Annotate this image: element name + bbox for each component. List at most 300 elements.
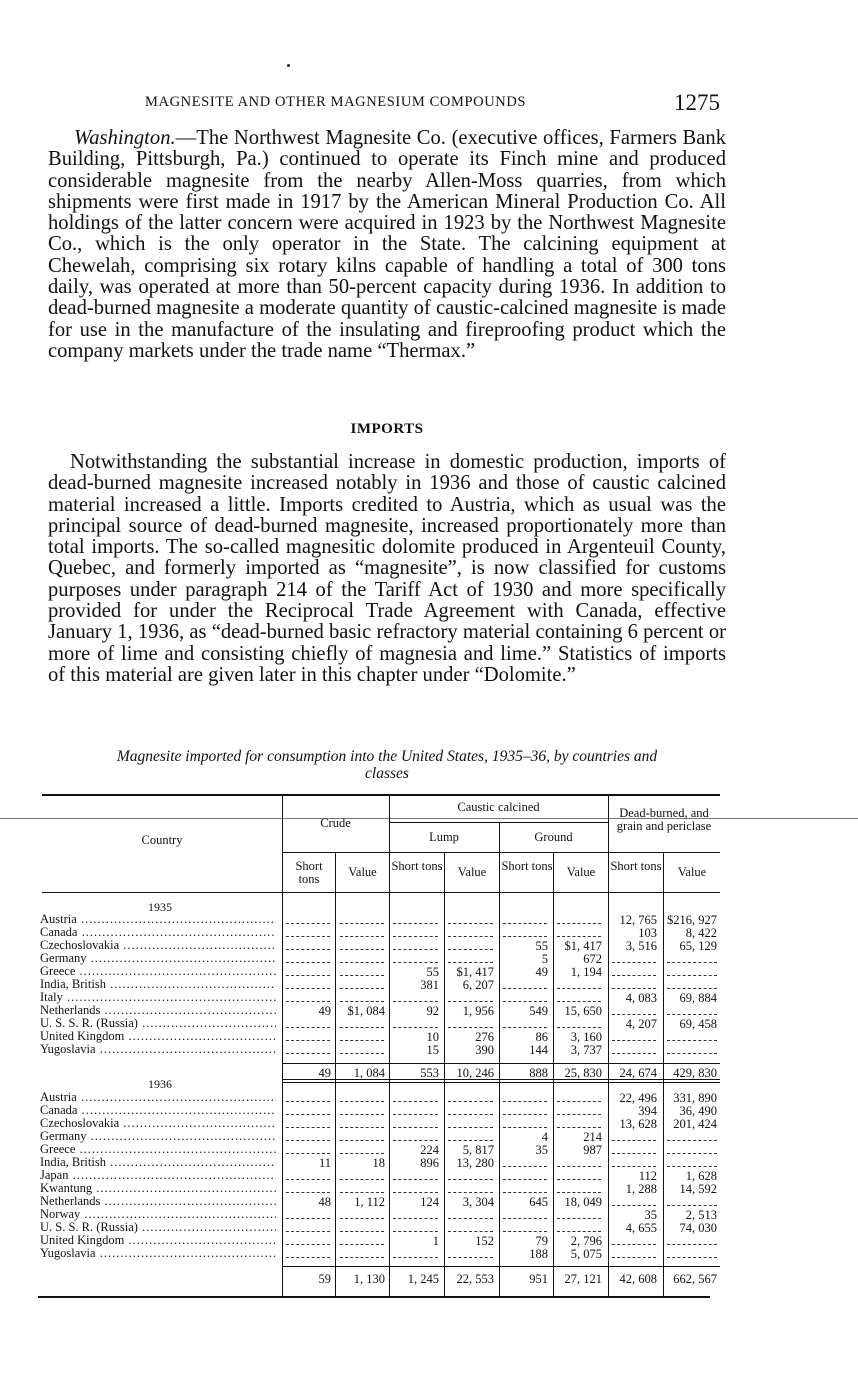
table-cell: 3, 737: [570, 1043, 602, 1057]
table-cell: 987: [583, 1143, 602, 1157]
country-name: Canada .....: [40, 1104, 276, 1117]
table-cell: 49: [535, 965, 548, 979]
empty-cell-leader: [286, 988, 330, 989]
empty-cell-leader: [286, 949, 330, 950]
country-name: Kwantung .....: [40, 1182, 276, 1195]
empty-cell-leader: [340, 1101, 384, 1102]
empty-cell-leader: [448, 949, 493, 950]
empty-cell-leader: [393, 1127, 438, 1128]
empty-cell-leader: [340, 1140, 384, 1141]
col-divider: [608, 796, 609, 1296]
table-cell: 13, 628: [619, 1117, 657, 1131]
washington-lead: Washington.: [74, 127, 176, 149]
table-cell: $216, 927: [667, 913, 717, 927]
empty-cell-leader: [448, 936, 493, 937]
table-cell: 1, 288: [625, 1182, 657, 1196]
empty-cell-leader: [503, 923, 547, 924]
table-cell: 672: [583, 952, 602, 966]
table-cell: 896: [420, 1156, 439, 1170]
table-cell: 10: [426, 1030, 439, 1044]
table-cell: 1, 112: [354, 1195, 385, 1209]
empty-cell-leader: [393, 1027, 438, 1028]
country-name: Germany .....: [40, 1130, 276, 1143]
table-row: [40, 939, 280, 952]
country-name: Netherlands .....: [40, 1195, 276, 1208]
empty-cell-leader: [557, 1001, 601, 1002]
country-name: Canada .....: [40, 926, 276, 939]
subheader-rule: [282, 852, 720, 853]
empty-cell-leader: [503, 1027, 547, 1028]
empty-cell-leader: [340, 1244, 384, 1245]
empty-cell-leader: [286, 1001, 330, 1002]
empty-cell-leader: [340, 1001, 384, 1002]
table-cell: 14, 592: [679, 1182, 717, 1196]
empty-cell-leader: [286, 975, 330, 976]
empty-cell-leader: [448, 1257, 493, 1258]
table-cell: 112: [638, 1169, 657, 1183]
table-cell: 224: [420, 1143, 439, 1157]
total-cell: 888: [529, 1066, 548, 1080]
empty-cell-leader: [557, 1101, 601, 1102]
empty-cell-leader: [286, 962, 330, 963]
empty-cell-leader: [557, 936, 601, 937]
country-name: Czechoslovakia .....: [40, 1117, 276, 1130]
table-cell: 15: [426, 1043, 439, 1057]
table-cell: 1, 956: [462, 1004, 494, 1018]
empty-cell-leader: [503, 936, 547, 937]
table-cell: 49: [318, 1004, 331, 1018]
col-divider: [499, 822, 500, 1296]
empty-cell-leader: [557, 1114, 601, 1115]
table-cell: 152: [475, 1234, 494, 1248]
empty-cell-leader: [667, 1153, 717, 1154]
country-name: Greece .....: [40, 1143, 276, 1156]
empty-cell-leader: [557, 1027, 601, 1028]
header-crude: Crude: [320, 816, 351, 830]
table-row: [40, 1004, 280, 1017]
table-cell: 381: [420, 978, 439, 992]
empty-cell-leader: [393, 1001, 438, 1002]
header-bottom-rule: [42, 892, 720, 893]
table-cell: 144: [529, 1043, 548, 1057]
total-cell: 1, 245: [407, 1272, 439, 1286]
empty-cell-leader: [448, 923, 493, 924]
empty-cell-leader: [286, 1101, 330, 1102]
empty-cell-leader: [286, 1040, 330, 1041]
total-cell: 22, 553: [456, 1272, 494, 1286]
empty-cell-leader: [340, 962, 384, 963]
empty-cell-leader: [612, 1205, 656, 1206]
empty-cell-leader: [557, 1218, 601, 1219]
table-row: [40, 965, 280, 978]
total-cell: 553: [420, 1066, 439, 1080]
country-name: Netherlands .....: [40, 1004, 276, 1017]
empty-cell-leader: [393, 1179, 438, 1180]
country-name: U. S. S. R. (Russia) .....: [40, 1221, 276, 1234]
empty-cell-leader: [612, 1244, 656, 1245]
washington-paragraph: [48, 128, 726, 362]
caustic-rule: [389, 822, 608, 823]
total-cell: 24, 674: [619, 1066, 657, 1080]
header-short-tons: Short tons: [610, 859, 662, 873]
empty-cell-leader: [393, 949, 438, 950]
empty-cell-leader: [286, 1053, 330, 1054]
empty-cell-leader: [448, 1218, 493, 1219]
table-cell: 92: [426, 1004, 439, 1018]
empty-cell-leader: [340, 1027, 384, 1028]
table-row: [40, 1117, 280, 1130]
empty-cell-leader: [340, 1257, 384, 1258]
header-dead-burned: Dead-burned, and grain and periclase: [616, 806, 712, 833]
empty-cell-leader: [340, 1040, 384, 1041]
table-cell: 11: [318, 1156, 331, 1170]
empty-cell-leader: [393, 923, 438, 924]
country-name: Japan .....: [40, 1169, 276, 1182]
empty-cell-leader: [340, 1053, 384, 1054]
table-row: [40, 1143, 280, 1156]
caption-line-1: Magnesite imported for consumption into the United States, 1935–36, by countries and: [116, 748, 658, 765]
table-caption: [44, 748, 730, 782]
table-cell: 74, 030: [679, 1221, 717, 1235]
table-cell: 1: [432, 1234, 439, 1248]
total-cell: 951: [529, 1272, 548, 1286]
total-cell: 1, 130: [353, 1272, 385, 1286]
table-top-rule: [42, 794, 720, 796]
total-cell: 27, 121: [564, 1272, 602, 1286]
page-speck: [287, 64, 290, 67]
table-cell: 65, 129: [679, 939, 717, 953]
empty-cell-leader: [448, 1179, 493, 1180]
empty-cell-leader: [503, 1001, 547, 1002]
empty-cell-leader: [286, 923, 330, 924]
table-cell: 201, 424: [673, 1117, 717, 1131]
total-rule-1935c: [282, 1082, 720, 1083]
country-name: Czechoslovakia .....: [40, 939, 276, 952]
table-cell: 2, 513: [685, 1208, 717, 1222]
empty-cell-leader: [612, 1257, 656, 1258]
table-cell: 22, 496: [619, 1091, 657, 1105]
country-name: United Kingdom .....: [40, 1234, 276, 1247]
empty-cell-leader: [340, 936, 384, 937]
caption-line-2: classes: [365, 765, 409, 782]
empty-cell-leader: [448, 1027, 493, 1028]
empty-cell-leader: [612, 988, 656, 989]
empty-cell-leader: [667, 1140, 717, 1141]
empty-cell-leader: [286, 1153, 330, 1154]
table-row: [40, 1247, 280, 1260]
empty-cell-leader: [612, 1014, 656, 1015]
empty-cell-leader: [393, 1231, 438, 1232]
empty-cell-leader: [393, 1257, 438, 1258]
empty-cell-leader: [612, 1040, 656, 1041]
table-cell: 645: [529, 1195, 548, 1209]
table-bottom-rule: [38, 1296, 710, 1298]
table-cell: 394: [638, 1104, 657, 1118]
country-name: U. S. S. R. (Russia) .....: [40, 1017, 276, 1030]
empty-cell-leader: [448, 1231, 493, 1232]
empty-cell-leader: [612, 1140, 656, 1141]
table-cell: 5: [541, 952, 548, 966]
table-cell: 1, 194: [570, 965, 602, 979]
table-cell: 1, 628: [685, 1169, 717, 1183]
table-cell: 2, 796: [570, 1234, 602, 1248]
empty-cell-leader: [448, 1192, 493, 1193]
empty-cell-leader: [667, 1040, 717, 1041]
empty-cell-leader: [340, 949, 384, 950]
country-name: India, British .....: [40, 1156, 276, 1169]
empty-cell-leader: [503, 1127, 547, 1128]
table-cell: $1, 084: [347, 1004, 385, 1018]
table-row: [40, 913, 280, 926]
table-cell: $1, 417: [456, 965, 494, 979]
empty-cell-leader: [448, 962, 493, 963]
table-cell: 86: [535, 1030, 548, 1044]
header-ground: Ground: [534, 830, 573, 844]
empty-cell-leader: [612, 975, 656, 976]
empty-cell-leader: [557, 1192, 601, 1193]
empty-cell-leader: [393, 1140, 438, 1141]
total-rule-1935: [282, 1063, 720, 1064]
empty-cell-leader: [340, 1218, 384, 1219]
empty-cell-leader: [393, 1101, 438, 1102]
empty-cell-leader: [503, 988, 547, 989]
col-divider: [282, 796, 283, 1296]
empty-cell-leader: [393, 1192, 438, 1193]
empty-cell-leader: [340, 975, 384, 976]
empty-cell-leader: [503, 1179, 547, 1180]
scan-line: [0, 818, 858, 819]
table-cell: 4, 655: [625, 1221, 657, 1235]
empty-cell-leader: [667, 1166, 717, 1167]
empty-cell-leader: [503, 1101, 547, 1102]
empty-cell-leader: [557, 923, 601, 924]
table-cell: 124: [420, 1195, 439, 1209]
empty-cell-leader: [557, 1127, 601, 1128]
table-cell: 3, 516: [625, 939, 657, 953]
header-value: Value: [348, 865, 377, 879]
empty-cell-leader: [340, 1153, 384, 1154]
total-cell: 42, 608: [619, 1272, 657, 1286]
table-cell: 276: [475, 1030, 494, 1044]
table-row: [40, 1104, 280, 1117]
total-cell: 10, 246: [456, 1066, 494, 1080]
header-value: Value: [677, 865, 707, 879]
empty-cell-leader: [557, 1231, 601, 1232]
empty-cell-leader: [503, 1166, 547, 1167]
imports-paragraph: Notwithstanding the substantial increase in domestic production, imports of dead-burned magnesite increased notably in 1936 and those of caustic calcined material increased a little. Imports credited to Austria, which as usual was the principal source of dead-burned magnesite, increased proportionately more than total imports. The so-called magnesitic dolomite produced in Argenteuil County, Quebec, and formerly imported as “magnesite”, is now classified for customs purposes under paragraph 214 of the Tariff Act of 1930 and more specifically provided for under the Reciprocal Trade Agreement with Canada, effective January 1, 1936, as “dead-burned basic refractory material containing 6 percent or more of lime and consisting chiefly of magnesia and lime.” Statistics of imports of this material are given later in this chapter under “Dolomite.”: [48, 451, 726, 686]
table-cell: 15, 650: [564, 1004, 602, 1018]
header-value: Value: [566, 865, 596, 879]
empty-cell-leader: [393, 1218, 438, 1219]
empty-cell-leader: [286, 1179, 330, 1180]
empty-cell-leader: [448, 1140, 493, 1141]
empty-cell-leader: [286, 1231, 330, 1232]
page-number: 1275: [674, 90, 720, 115]
empty-cell-leader: [340, 988, 384, 989]
table-row: [40, 1030, 280, 1043]
empty-cell-leader: [393, 962, 438, 963]
table-cell: 188: [529, 1247, 548, 1261]
table-row: [40, 991, 280, 1004]
empty-cell-leader: [667, 962, 717, 963]
total-cell: 59: [318, 1272, 331, 1286]
total-rule-1936: [282, 1266, 720, 1267]
table-cell: 35: [644, 1208, 657, 1222]
empty-cell-leader: [340, 1231, 384, 1232]
table-cell: 3, 304: [462, 1195, 494, 1209]
empty-cell-leader: [667, 1205, 717, 1206]
table-cell: 214: [583, 1130, 602, 1144]
table-cell: 48: [318, 1195, 331, 1209]
total-cell: 25, 830: [564, 1066, 602, 1080]
table-cell: 18, 049: [564, 1195, 602, 1209]
table-cell: 13, 280: [456, 1156, 494, 1170]
empty-cell-leader: [340, 1179, 384, 1180]
empty-cell-leader: [286, 1257, 330, 1258]
table-cell: 103: [638, 926, 657, 940]
table-cell: 35: [535, 1143, 548, 1157]
total-cell: 429, 830: [673, 1066, 717, 1080]
empty-cell-leader: [667, 1053, 717, 1054]
empty-cell-leader: [557, 988, 601, 989]
table-row: [40, 1221, 280, 1234]
empty-cell-leader: [393, 1114, 438, 1115]
table-row: [40, 1091, 280, 1104]
table-row: [40, 1195, 280, 1208]
country-name: Yugoslavia .....: [40, 1247, 276, 1260]
country-name: Italy .....: [40, 991, 276, 1004]
header-short-tons: Short tons: [295, 859, 323, 886]
country-name: Yugoslavia .....: [40, 1043, 276, 1056]
empty-cell-leader: [667, 1014, 717, 1015]
empty-cell-leader: [667, 975, 717, 976]
empty-cell-leader: [393, 936, 438, 937]
col-divider: [663, 852, 664, 1296]
header-lump: Lump: [429, 830, 459, 844]
empty-cell-leader: [612, 1153, 656, 1154]
col-divider: [553, 852, 554, 1296]
washington-text: —The Northwest Magnesite Co. (executive offices, Farmers Bank Building, Pittsburgh, Pa.) continued to operate its Finch mine and produced considerable magnesite from the nearby Allen-Moss quarries, from which shipments were first made in 1917 by the American Mineral Production Co. All holdings of the latter concern were acquired in 1923 by the Northwest Magnesite Co., which is the only operator in the State. The calcining equipment at Chewelah, comprising six rotary kilns capable of handling a total of 300 tons daily, was operated at more than 50-percent capacity during 1936. In addition to dead-burned magnesite a moderate quantity of caustic-calcined magnesite is made for use in the manufacture of the insulating and fireproofing product which the company markets under the trade name “Thermax.”: [48, 127, 726, 362]
country-name: Austria .....: [40, 1091, 276, 1104]
table-row: [40, 1169, 280, 1182]
empty-cell-leader: [286, 1114, 330, 1115]
total-cell: 49: [318, 1066, 331, 1080]
header-country: Country: [141, 833, 183, 847]
table-cell: 4, 083: [625, 991, 657, 1005]
empty-cell-leader: [667, 1244, 717, 1245]
table-row: [40, 1182, 280, 1195]
empty-cell-leader: [667, 988, 717, 989]
table-row: [40, 978, 280, 991]
country-name: Greece .....: [40, 965, 276, 978]
empty-cell-leader: [340, 923, 384, 924]
table-cell: 4: [541, 1130, 548, 1144]
table-cell: 69, 884: [679, 991, 717, 1005]
empty-cell-leader: [557, 1179, 601, 1180]
header-short-tons: Short tons: [391, 859, 443, 873]
running-header: MAGNESITE AND OTHER MAGNESIUM COMPOUNDS: [145, 94, 527, 110]
total-cell: 1, 084: [353, 1066, 385, 1080]
country-name: Norway .....: [40, 1208, 276, 1221]
table-row: [40, 1043, 280, 1056]
table-cell: 4, 207: [625, 1017, 657, 1031]
empty-cell-leader: [503, 1231, 547, 1232]
table-cell: 69, 458: [679, 1017, 717, 1031]
empty-cell-leader: [448, 1101, 493, 1102]
table-row: [40, 1208, 280, 1221]
table-row: [40, 1017, 280, 1030]
col-divider: [444, 852, 445, 1296]
table-row: [40, 1156, 280, 1169]
table-cell: 6, 207: [462, 978, 494, 992]
table-row: [40, 1130, 280, 1143]
empty-cell-leader: [286, 1218, 330, 1219]
table-cell: 331, 890: [673, 1091, 717, 1105]
empty-cell-leader: [448, 1001, 493, 1002]
header-short-tons: Short tons: [501, 859, 553, 873]
col-divider: [389, 796, 390, 1296]
empty-cell-leader: [667, 1257, 717, 1258]
empty-cell-leader: [503, 1114, 547, 1115]
table-cell: 18: [372, 1156, 385, 1170]
table-cell: 549: [529, 1004, 548, 1018]
table-cell: 12, 765: [619, 913, 657, 927]
empty-cell-leader: [612, 1053, 656, 1054]
empty-cell-leader: [448, 1114, 493, 1115]
col-divider: [335, 852, 336, 1296]
table-cell: 3, 160: [570, 1030, 602, 1044]
empty-cell-leader: [612, 1166, 656, 1167]
table-cell: 79: [535, 1234, 548, 1248]
empty-cell-leader: [340, 1127, 384, 1128]
table-cell: 8, 422: [685, 926, 717, 940]
empty-cell-leader: [286, 936, 330, 937]
table-cell: 390: [475, 1043, 494, 1057]
empty-cell-leader: [286, 1127, 330, 1128]
table-row: [40, 1234, 280, 1247]
table-cell: 55: [535, 939, 548, 953]
table-row: [40, 952, 280, 965]
year-label: 1935: [148, 900, 172, 914]
table-cell: 36, 490: [679, 1104, 717, 1118]
header-value: Value: [457, 865, 487, 879]
table-cell: 5, 817: [462, 1143, 494, 1157]
table-row: [40, 926, 280, 939]
table-cell: 5, 075: [570, 1247, 602, 1261]
header-caustic: Caustic calcined: [457, 800, 540, 814]
year-label: 1936: [148, 1077, 172, 1091]
total-cell: 662, 567: [673, 1272, 717, 1286]
imports-heading: IMPORTS: [350, 421, 424, 437]
country-name: India, British .....: [40, 978, 276, 991]
country-name: Austria .....: [40, 913, 276, 926]
empty-cell-leader: [612, 962, 656, 963]
table-cell: $1, 417: [564, 939, 602, 953]
empty-cell-leader: [340, 1192, 384, 1193]
empty-cell-leader: [286, 1244, 330, 1245]
empty-cell-leader: [448, 1127, 493, 1128]
country-name: Germany .....: [40, 952, 276, 965]
country-name: United Kingdom .....: [40, 1030, 276, 1043]
empty-cell-leader: [286, 1027, 330, 1028]
empty-cell-leader: [503, 1192, 547, 1193]
empty-cell-leader: [286, 1140, 330, 1141]
empty-cell-leader: [340, 1114, 384, 1115]
empty-cell-leader: [557, 1166, 601, 1167]
table-cell: 55: [426, 965, 439, 979]
empty-cell-leader: [503, 1218, 547, 1219]
empty-cell-leader: [286, 1192, 330, 1193]
